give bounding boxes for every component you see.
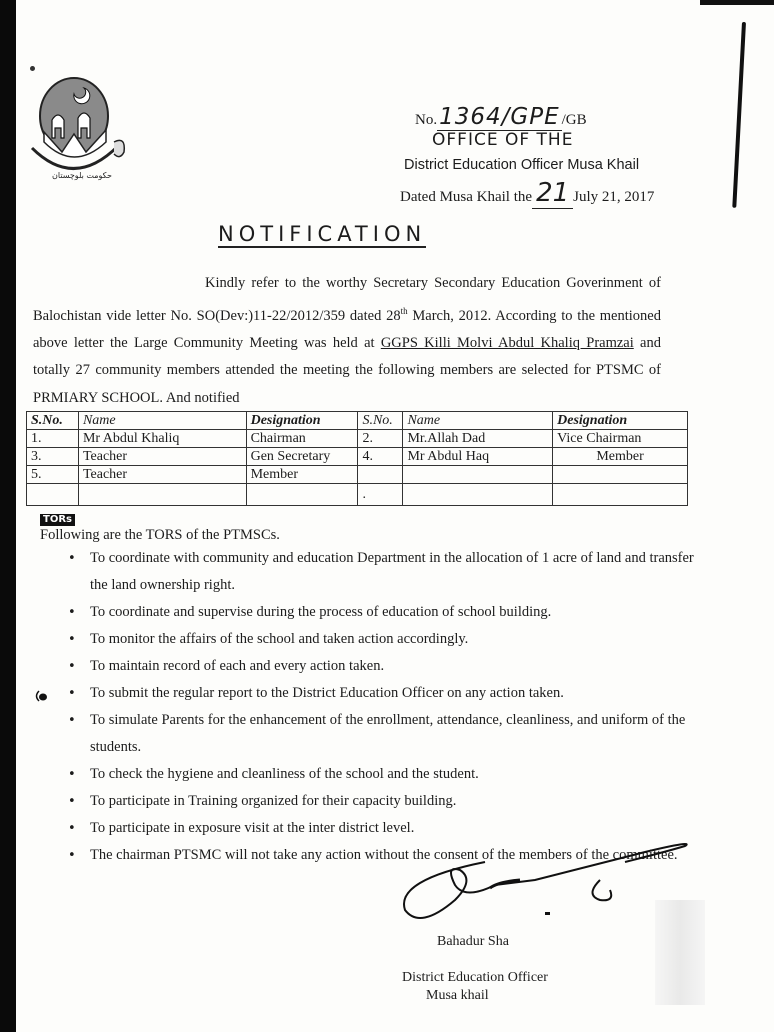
header-designation: Designation: [246, 412, 358, 430]
list-item: • To participate in exposure visit at the inter district level.: [90, 815, 710, 842]
body-text-1: Kindly refer to the worthy Secretary Secondary Education Goverinment of Balochistan vide letter No. SO(Dev:)11-22/2012/359 dated 28: [33, 275, 661, 324]
ref-suffix: /GB: [561, 112, 587, 128]
header-name: Name: [78, 412, 246, 430]
venue-name: GGPS Killi Molvi Abdul Khaliq Pramzai: [380, 334, 634, 351]
tors-badge: TORs: [40, 514, 75, 526]
list-item: • To coordinate and supervise during the process of education of school building.: [90, 599, 710, 626]
office-name: District Education Officer Musa Khail: [404, 157, 640, 173]
cell: [403, 466, 553, 484]
page-title: NOTIFICATION: [218, 222, 427, 246]
dated-prefix: Dated Musa Khail the: [400, 189, 533, 205]
header-designation-2: Designation: [553, 412, 688, 430]
cell: 3.: [27, 448, 79, 466]
cell: 4.: [358, 448, 403, 466]
list-item: • To participate in Training organized for their capacity building.: [90, 788, 710, 815]
cell: 1.: [27, 430, 79, 448]
cell: .: [358, 484, 403, 506]
scan-left-edge: [0, 0, 16, 1032]
office-title: OFFICE OF THE: [432, 130, 574, 150]
header-sno: S.No.: [27, 412, 79, 430]
government-of-balochistan-emblem-icon: [22, 72, 132, 182]
ref-prefix: No.: [415, 112, 438, 128]
header-name-2: Name: [403, 412, 553, 430]
cell: [78, 484, 246, 506]
cell: [358, 466, 403, 484]
cell: Mr.Allah Dad: [403, 430, 553, 448]
signer-place: Musa khail: [426, 988, 489, 1003]
cell: Mr Abdul Khaliq: [78, 430, 246, 448]
tors-list: [42, 545, 710, 869]
cell: [403, 484, 553, 506]
cell: [246, 484, 358, 506]
signer-name: Bahadur Sha: [437, 934, 509, 949]
table-row: [27, 466, 688, 484]
logo-caption: حکومت بلوچستان: [52, 171, 112, 180]
list-item: • To submit the regular report to the District Education Officer on any action taken.: [90, 680, 710, 707]
dated-handwritten-day: 21: [532, 178, 573, 209]
scan-speck: [30, 66, 35, 71]
dated-line: [400, 178, 654, 208]
cell: Gen Secretary: [246, 448, 358, 466]
list-item: • To check the hygiene and cleanliness of the school and the student.: [90, 761, 710, 788]
cell: [27, 484, 79, 506]
cell: Vice Chairman: [553, 430, 688, 448]
cell: Member: [246, 466, 358, 484]
scan-top-edge: [700, 0, 774, 5]
cell: 5.: [27, 466, 79, 484]
table-row: [27, 430, 688, 448]
ref-number-handwritten: 1364/GPE: [439, 104, 560, 130]
body-text-3: and totally 27 community members attended the meeting the following members are selected for PTSMC of PRMIARY SCHOOL. And notified: [33, 334, 661, 406]
cell: Teacher: [78, 466, 246, 484]
list-item: • To simulate Parents for the enhancement of the enrollment, attendance, cleanliness, and uniform of the students.: [90, 707, 710, 761]
cell: Member: [553, 448, 688, 466]
cell: [553, 466, 688, 484]
table-row: [27, 484, 688, 506]
list-item: • To coordinate with community and education Department in the allocation of 1 acre of land and transfer the land ownership right.: [90, 545, 710, 599]
cell: Mr Abdul Haq: [403, 448, 553, 466]
table-row: [27, 448, 688, 466]
cell: [553, 484, 688, 506]
table-header-row: [27, 412, 688, 430]
cell: Teacher: [78, 448, 246, 466]
cell: 2.: [358, 430, 403, 448]
list-item: • The chairman PTSMC will not take any action without the consent of the members of the committee.: [90, 842, 710, 869]
ordinal-suffix: th: [400, 305, 408, 316]
dated-suffix: July 21, 2017: [573, 189, 655, 205]
cell: Chairman: [246, 430, 358, 448]
scan-pen-mark: [732, 22, 746, 208]
signature-icon: [385, 840, 705, 930]
reference-number: [415, 104, 587, 130]
list-item: • To maintain record of each and every action taken.: [90, 653, 710, 680]
body-text-2: March, 2012. According to the mentioned above letter the Large Community Meeting was held at: [33, 307, 661, 351]
members-table: [26, 411, 688, 506]
signer-title: District Education Officer: [402, 970, 548, 985]
list-item: • To monitor the affairs of the school and taken action accordingly.: [90, 626, 710, 653]
tors-intro: Following are the TORS of the PTMSCs.: [40, 527, 280, 543]
header-sno-2: S.No.: [358, 412, 403, 430]
body-paragraph: [33, 270, 661, 412]
